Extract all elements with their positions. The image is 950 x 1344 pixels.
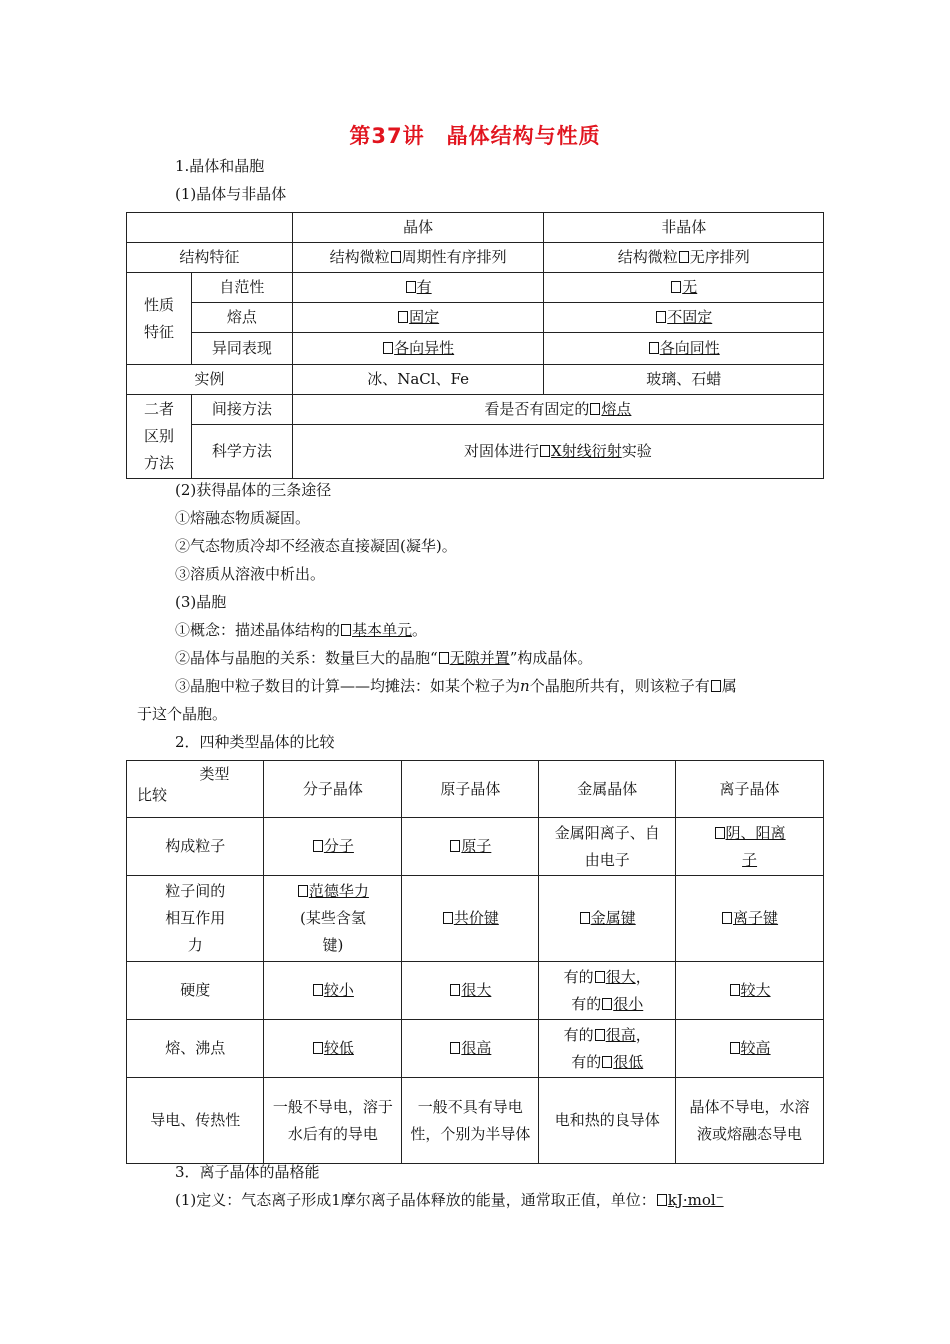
answer-text: 很小	[613, 994, 644, 1013]
answer-text: 范德华力	[308, 882, 369, 900]
answer-text: 不固定	[667, 308, 713, 326]
row-label: 粒子间的相互作用力	[127, 876, 264, 962]
row-label: 异同表现	[191, 333, 292, 365]
table-cell: 一般不具有导电性，个别为半导体	[402, 1078, 539, 1164]
answer-box-icon	[730, 984, 740, 996]
table-cell	[292, 303, 544, 333]
table-cell	[539, 876, 676, 962]
answer-box-icon	[590, 403, 600, 415]
answer-text: 各向异性	[394, 339, 455, 357]
subsection-1-3: (3)晶胞	[175, 593, 227, 611]
table-cell: 结构微粒 无序排列	[544, 243, 824, 273]
answer-text: 较大	[740, 981, 771, 999]
answer-text: 很高	[605, 1025, 636, 1044]
answer-box-icon	[711, 680, 721, 692]
answer-box-icon	[595, 1029, 605, 1041]
answer-text: 很高	[461, 1039, 492, 1057]
answer-box-icon	[313, 840, 323, 852]
table-cell: 一般不导电，溶于水后有的导电	[264, 1078, 402, 1164]
table-cell	[402, 818, 539, 876]
answer-text: 金属键	[590, 909, 636, 927]
answer-text: 熔点	[601, 400, 632, 418]
table-cell	[676, 876, 824, 962]
subsection-1-2: (2)获得晶体的三条途径	[175, 481, 332, 499]
table-cell: 电和热的良导体	[539, 1078, 676, 1164]
table-cell	[402, 1020, 539, 1078]
answer-box-icon	[391, 251, 401, 263]
table-cell	[264, 962, 402, 1020]
crystal-types-table	[126, 760, 824, 1164]
answer-text: 阴、阳离子	[725, 823, 786, 869]
answer-box-icon	[722, 912, 732, 924]
answer-box-icon	[649, 342, 659, 354]
table-cell	[544, 273, 824, 303]
table-cell: 看是否有固定的 熔点	[292, 395, 823, 425]
row-label: 熔点	[191, 303, 292, 333]
table-cell: 有的 很大， 有的 很小	[539, 962, 676, 1020]
list-item: ①概念：描述晶体结构的 基本单元。	[175, 621, 428, 639]
column-header: 原子晶体	[402, 761, 539, 818]
answer-text: 各向同性	[659, 339, 720, 357]
table-cell	[292, 273, 544, 303]
answer-box-icon	[406, 281, 416, 293]
group-label: 性质特征	[127, 273, 192, 365]
answer-box-icon	[313, 1042, 323, 1054]
answer-box-icon	[671, 281, 681, 293]
answer-box-icon	[439, 652, 449, 664]
list-item: ①熔融态物质凝固。	[175, 509, 311, 527]
answer-box-icon	[657, 1194, 667, 1206]
answer-text: 很低	[613, 1052, 644, 1071]
answer-box-icon	[715, 827, 725, 839]
table-cell: 冰、NaCl、Fe	[292, 365, 544, 395]
diag-bottom-label: 比较	[137, 786, 168, 804]
answer-box-icon	[383, 342, 393, 354]
answer-box-icon	[298, 885, 308, 897]
list-item: ③溶质从溶液中析出。	[175, 565, 326, 583]
table-cell	[402, 962, 539, 1020]
table-cell	[544, 333, 824, 365]
table-cell: 有的 很高， 有的 很低	[539, 1020, 676, 1078]
answer-text: 共价键	[453, 909, 499, 927]
row-label: 实例	[127, 365, 293, 395]
answer-text: 很大	[605, 967, 636, 986]
list-item-continuation: 于这个晶胞。	[137, 705, 228, 723]
answer-text: X射线衍射	[551, 442, 622, 460]
row-label: 间接方法	[191, 395, 292, 425]
answer-box-icon	[602, 1056, 612, 1068]
group-label: 二者区别方法	[127, 395, 192, 479]
column-header: 分子晶体	[264, 761, 402, 818]
list-item: ②晶体与晶胞的关系：数量巨大的晶胞“ 无隙并置”构成晶体。	[175, 649, 593, 667]
table-cell	[544, 303, 824, 333]
subsection-1-1: (1)晶体与非晶体	[175, 185, 287, 203]
diagonal-header-cell	[127, 761, 264, 818]
row-label: 结构特征	[127, 243, 293, 273]
answer-text: 无	[682, 278, 698, 296]
table-cell	[264, 818, 402, 876]
column-header: 离子晶体	[676, 761, 824, 818]
table-cell	[676, 1020, 824, 1078]
table-cell	[264, 1020, 402, 1078]
page-title: 第37讲 晶体结构与性质	[349, 124, 601, 148]
table-cell	[676, 818, 824, 876]
answer-box-icon	[656, 311, 666, 323]
column-header: 金属晶体	[539, 761, 676, 818]
table-cell: 金属阳离子、自由电子	[539, 818, 676, 876]
table-cell	[402, 876, 539, 962]
answer-box-icon	[341, 624, 351, 636]
definition-line: (1)定义：气态离子形成1摩尔离子晶体释放的能量，通常取正值，单位： kJ·mol⁻	[175, 1191, 724, 1209]
answer-text: 原子	[461, 837, 492, 855]
row-label: 硬度	[127, 962, 264, 1020]
answer-box-icon	[679, 251, 689, 263]
answer-text: 固定	[409, 308, 440, 326]
answer-text: 较高	[740, 1039, 771, 1057]
answer-box-icon	[450, 840, 460, 852]
table-cell	[676, 962, 824, 1020]
row-label: 导电、传热性	[127, 1078, 264, 1164]
answer-text: 有	[416, 278, 432, 296]
answer-box-icon	[595, 971, 605, 983]
answer-text: 分子	[323, 837, 354, 855]
table-cell: 范德华力 (某些含氢键)	[264, 876, 402, 962]
table-cell: 晶体不导电，水溶液或熔融态导电	[676, 1078, 824, 1164]
table-cell: 玻璃、石蜡	[544, 365, 824, 395]
section-2-heading: 2．四种类型晶体的比较	[175, 733, 335, 751]
table-corner-cell	[127, 213, 293, 243]
answer-text: kJ·mol⁻	[667, 1191, 724, 1209]
table-cell: 结构微粒 周期性有序排列	[292, 243, 544, 273]
answer-box-icon	[540, 445, 550, 457]
answer-box-icon	[450, 1042, 460, 1054]
answer-box-icon	[443, 912, 453, 924]
answer-box-icon	[398, 311, 408, 323]
answer-text: 较低	[323, 1039, 354, 1057]
diag-top-label: 类型	[199, 765, 230, 783]
section-3-heading: 3．离子晶体的晶格能	[175, 1163, 320, 1181]
answer-text: 基本单元	[352, 621, 413, 639]
answer-text: 很大	[461, 981, 492, 999]
answer-box-icon	[602, 998, 612, 1010]
row-label: 科学方法	[191, 425, 292, 479]
column-header: 非晶体	[544, 213, 824, 243]
answer-text: 无隙并置	[449, 649, 510, 667]
column-header: 晶体	[292, 213, 544, 243]
list-item: ③晶胞中粒子数目的计算——均摊法：如某个粒子为n个晶胞所共有，则该粒子有 属	[175, 677, 737, 695]
table-cell: 对固体进行 X射线衍射实验	[292, 425, 823, 479]
answer-text: 较小	[323, 981, 354, 999]
table-cell	[292, 333, 544, 365]
answer-box-icon	[730, 1042, 740, 1054]
section-1-heading: 1.晶体和晶胞	[175, 157, 265, 175]
row-label: 构成粒子	[127, 818, 264, 876]
crystal-vs-amorphous-table	[126, 212, 824, 479]
list-item: ②气态物质冷却不经液态直接凝固(凝华)。	[175, 537, 457, 555]
row-label: 自范性	[191, 273, 292, 303]
row-label: 熔、沸点	[127, 1020, 264, 1078]
answer-box-icon	[450, 984, 460, 996]
answer-box-icon	[580, 912, 590, 924]
answer-text: 离子键	[733, 909, 779, 927]
answer-box-icon	[313, 984, 323, 996]
